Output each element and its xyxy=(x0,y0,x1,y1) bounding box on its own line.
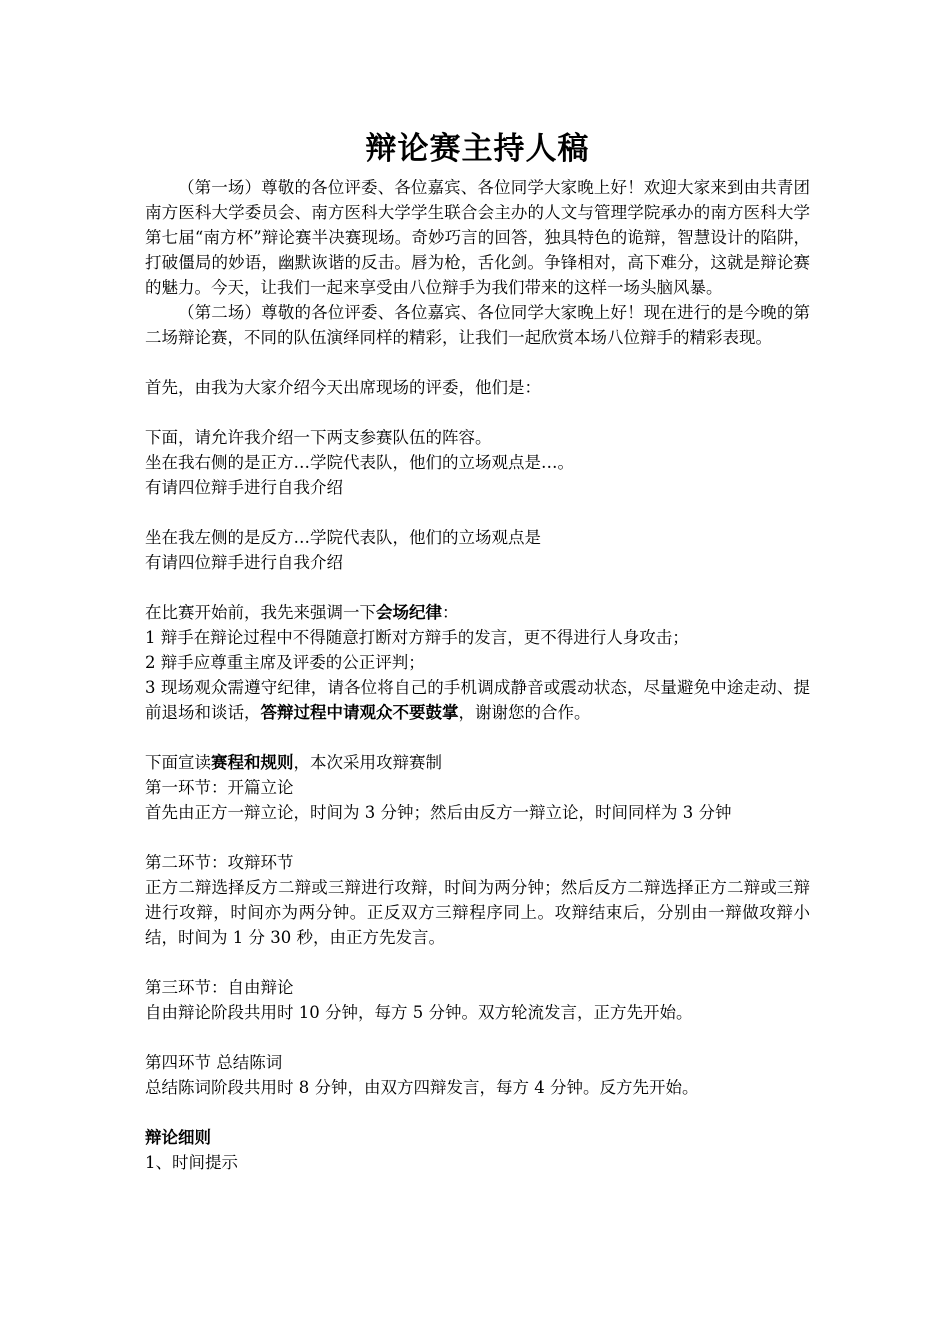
section-1-title: 第一环节：开篇立论 xyxy=(145,778,294,797)
spacer xyxy=(145,725,810,750)
details-heading: 辩论细则 xyxy=(145,1128,211,1147)
section-4-title: 第四环节 总结陈词 xyxy=(145,1053,283,1072)
spacer xyxy=(145,400,810,425)
rule-3-bold: 答辩过程中请观众不要鼓掌 xyxy=(260,703,459,722)
spacer xyxy=(145,500,810,525)
spacer xyxy=(145,350,810,375)
discipline-suffix: ： xyxy=(442,603,459,622)
rule-3-suffix: ，谢谢您的合作。 xyxy=(458,703,591,722)
schedule-line xyxy=(145,750,810,775)
rule-2: 2 辩手应尊重主席及评委的公正评判； xyxy=(145,653,425,672)
rule-3-prefix: 3 现场观众需遵守纪律，请各位将自己的手机调成静音或震动状态，尽量避免中途走动、提前退场和谈话， xyxy=(145,678,810,722)
discipline-bold: 会场纪律 xyxy=(376,603,442,622)
discipline-line xyxy=(145,600,810,625)
section-2-title: 第二环节：攻辩环节 xyxy=(145,853,294,872)
right-self-intro-line: 有请四位辩手进行自我介绍 xyxy=(145,478,343,497)
rule-3 xyxy=(145,675,810,725)
judges-intro-line: 首先，由我为大家介绍今天出席现场的评委，他们是： xyxy=(145,378,541,397)
section-3-title: 第三环节：自由辩论 xyxy=(145,978,294,997)
intro-paragraph-second-round: （第二场）尊敬的各位评委、各位嘉宾、各位同学大家晚上好！现在进行的是今晚的第二场辩论赛，不同的队伍演绎同样的精彩，让我们一起欣赏本场八位辩手的精彩表现。 xyxy=(145,303,810,347)
spacer xyxy=(145,575,810,600)
spacer xyxy=(145,1025,810,1050)
spacer xyxy=(145,825,810,850)
left-self-intro-line: 有请四位辩手进行自我介绍 xyxy=(145,553,343,572)
document-page xyxy=(145,126,810,1175)
discipline-prefix: 在比赛开始前，我先来强调一下 xyxy=(145,603,376,622)
section-3-text: 自由辩论阶段共用时 10 分钟，每方 5 分钟。双方轮流发言，正方先开始。 xyxy=(145,1003,693,1022)
schedule-prefix: 下面宣读 xyxy=(145,753,211,772)
document-title: 辩论赛主持人稿 xyxy=(365,131,590,167)
section-1-text: 首先由正方一辩立论，时间为 3 分钟；然后由反方一辩立论，时间同样为 3 分钟 xyxy=(145,803,732,822)
schedule-bold: 赛程和规则 xyxy=(211,753,294,772)
intro-paragraph-first-round: （第一场）尊敬的各位评委、各位嘉宾、各位同学大家晚上好！欢迎大家来到由共青团南方医科大学委员会、南方医科大学学生联合会主办的人文与管理学院承办的南方医科大学第七届“南方杯”辩论赛半决赛现场。奇妙巧言的回答，独具特色的诡辩，智慧设计的陷阱，打破僵局的妙语，幽默诙谐的反击。唇为枪，舌化剑。争锋相对，高下难分，这就是辩论赛的魅力。今天，让我们一起来享受由八位辩手为我们带来的这样一场头脑风暴。 xyxy=(145,178,810,297)
section-2-text: 正方二辩选择反方二辩或三辩进行攻辩，时间为两分钟；然后反方二辩选择正方二辩或三辩进行攻辩，时间亦为两分钟。正反双方三辩程序同上。攻辩结束后，分别由一辩做攻辩小结，时间为 1 分 30 秒，由正方先发言。 xyxy=(145,878,810,947)
details-item-1: 1、时间提示 xyxy=(145,1153,238,1172)
right-team-line: 坐在我右侧的是正方…学院代表队，他们的立场观点是…。 xyxy=(145,453,574,472)
left-team-line: 坐在我左侧的是反方…学院代表队，他们的立场观点是 xyxy=(145,528,541,547)
rule-1: 1 辩手在辩论过程中不得随意打断对方辩手的发言，更不得进行人身攻击； xyxy=(145,628,689,647)
spacer xyxy=(145,1100,810,1125)
spacer xyxy=(145,950,810,975)
section-4-text: 总结陈词阶段共用时 8 分钟，由双方四辩发言，每方 4 分钟。反方先开始。 xyxy=(145,1078,699,1097)
schedule-suffix: ，本次采用攻辩赛制 xyxy=(293,753,442,772)
teams-intro-line: 下面，请允许我介绍一下两支参赛队伍的阵容。 xyxy=(145,428,492,447)
